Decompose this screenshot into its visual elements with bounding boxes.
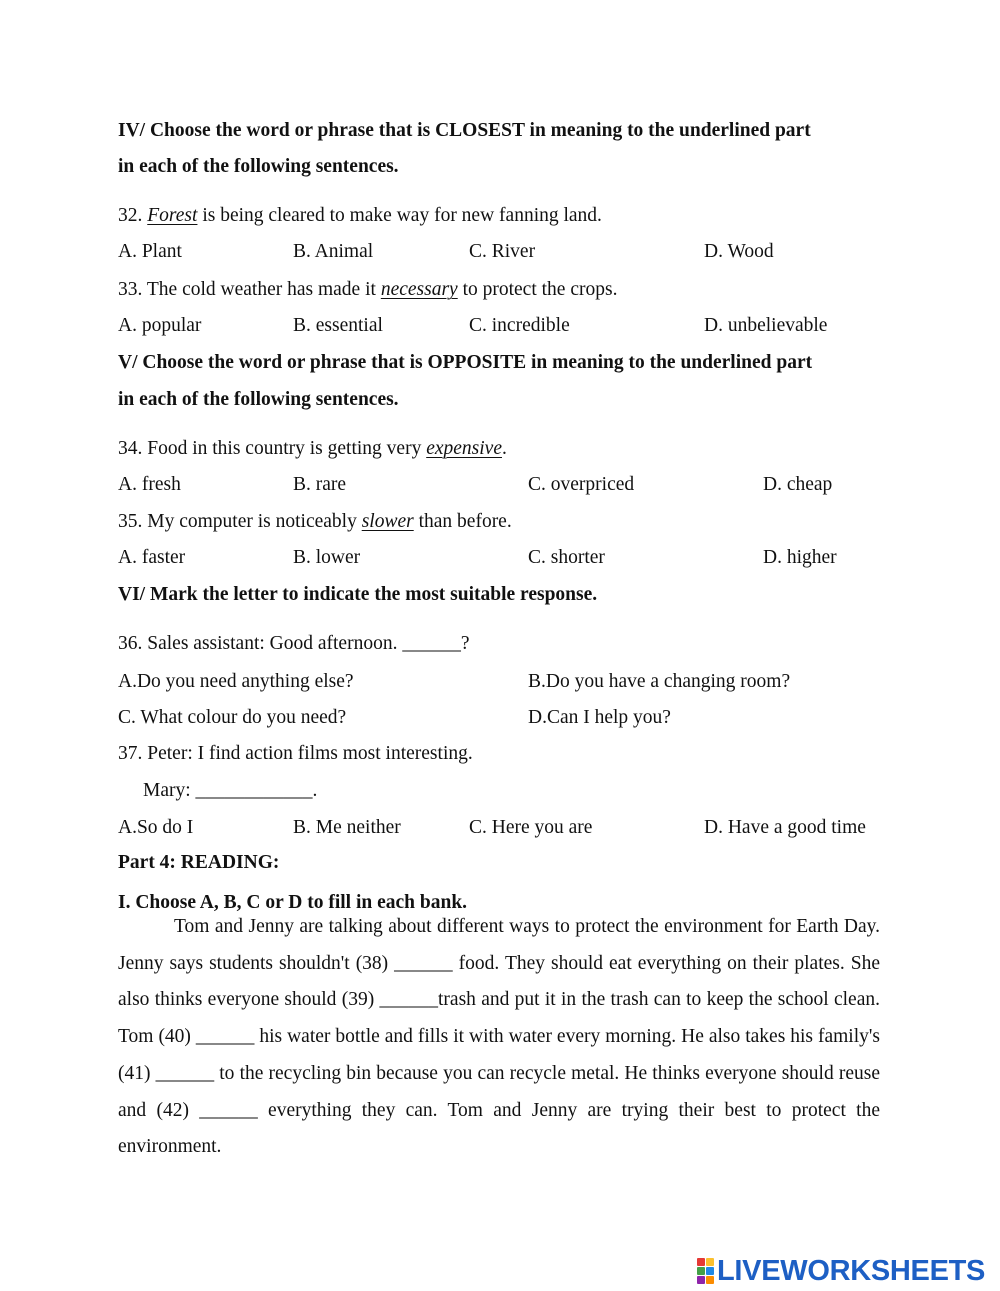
question-34 [118,437,507,461]
q34-option-d[interactable]: D. cheap [763,474,833,495]
q33-option-a[interactable]: A. popular [118,315,202,336]
q35-option-c[interactable]: C. shorter [528,547,605,568]
q37-option-c[interactable]: C. Here you are [469,817,593,838]
question-32 [118,204,602,228]
liveworksheets-logo-icon [697,1258,714,1284]
question-35 [118,510,512,534]
q34-option-b[interactable]: B. rare [293,474,347,495]
q32-option-d[interactable]: D. Wood [704,241,774,262]
part4-heading: Part 4: READING: [118,852,280,873]
q34-option-a[interactable]: A. fresh [118,474,181,495]
liveworksheets-logo[interactable] [697,1255,985,1287]
q33-option-c[interactable]: C. incredible [469,315,570,336]
question-33 [118,278,617,302]
q32-option-c[interactable]: C. River [469,241,536,262]
reading-passage-text: Tom and Jenny are talking about different ways to protect the environment for Earth Day. Jenny says students shouldn't (38) ______ food. They should eat everything on their plates. She also thinks everyone should (39) ______trash and put it in the trash can to keep the school clean. Tom (40) ______ his water bottle and fills it with water every morning. He also takes his family's (41) ______ to the recycling bin because you can recycle metal. He thinks everyone should reuse and (42) ______ everything they can. Tom and Jenny are trying their best to protect the environment. [118,916,880,1158]
q37-option-d[interactable]: D. Have a good time [704,817,866,838]
q35-option-b[interactable]: B. lower [293,547,361,568]
section-vi-heading: VI/ Mark the letter to indicate the most suitable response. [118,584,598,605]
q32-option-a[interactable]: A. Plant [118,241,182,262]
question-35-prefix: 35. My computer is noticeably [118,511,362,532]
q37-option-b[interactable]: B. Me neither [293,817,401,838]
q36-option-a[interactable]: A.Do you need anything else? [118,671,354,692]
q36-option-b[interactable]: B.Do you have a changing room? [528,671,791,692]
logo-icon-square [706,1267,714,1275]
logo-icon-square [706,1258,714,1266]
q36-option-c[interactable]: C. What colour do you need? [118,707,347,728]
question-35-suffix: than before. [413,511,512,532]
section-v-heading-line1: V/ Choose the word or phrase that is OPPOSITE in meaning to the underlined part [118,352,813,373]
q36-option-d[interactable]: D.Can I help you? [528,707,671,728]
logo-text: LIVEWORKSHEETS [717,1254,986,1287]
question-32-prefix: 32. [118,205,148,226]
question-34-prefix: 34. Food in this country is getting very [118,438,427,459]
question-32-underlined-word: Forest [147,205,198,226]
q33-option-d[interactable]: D. unbelievable [704,315,828,336]
q33-option-b[interactable]: B. essential [293,315,383,336]
question-36: 36. Sales assistant: Good afternoon. ______? [118,633,470,654]
question-37-reply: Mary: ____________. [143,780,318,801]
logo-icon-square [697,1258,705,1266]
logo-icon-square [697,1267,705,1275]
q32-option-b[interactable]: B. Animal [293,241,374,262]
question-33-prefix: 33. The cold weather has made it [118,279,381,300]
question-34-suffix: . [502,438,507,459]
section-iv-heading-line2: in each of the following sentences. [118,156,399,177]
logo-icon-square [697,1276,705,1284]
q37-option-a[interactable]: A.So do I [118,817,194,838]
question-33-underlined-word: necessary [380,279,458,300]
q35-option-a[interactable]: A. faster [118,547,186,568]
logo-icon-square [706,1276,714,1284]
question-34-underlined-word: expensive [426,438,502,459]
q34-option-c[interactable]: C. overpriced [528,474,635,495]
reading-heading: I. Choose A, B, C or D to fill in each bank. [118,892,468,913]
q35-option-d[interactable]: D. higher [763,547,837,568]
question-35-underlined-word: slower [361,511,414,532]
question-32-suffix: is being cleared to make way for new fanning land. [197,205,602,226]
question-33-suffix: to protect the crops. [457,279,618,300]
section-iv-heading-line1: IV/ Choose the word or phrase that is CLOSEST in meaning to the underlined part [118,120,811,141]
question-37: 37. Peter: I find action films most interesting. [118,743,473,764]
reading-passage [118,909,880,1166]
section-v-heading-line2: in each of the following sentences. [118,389,399,410]
